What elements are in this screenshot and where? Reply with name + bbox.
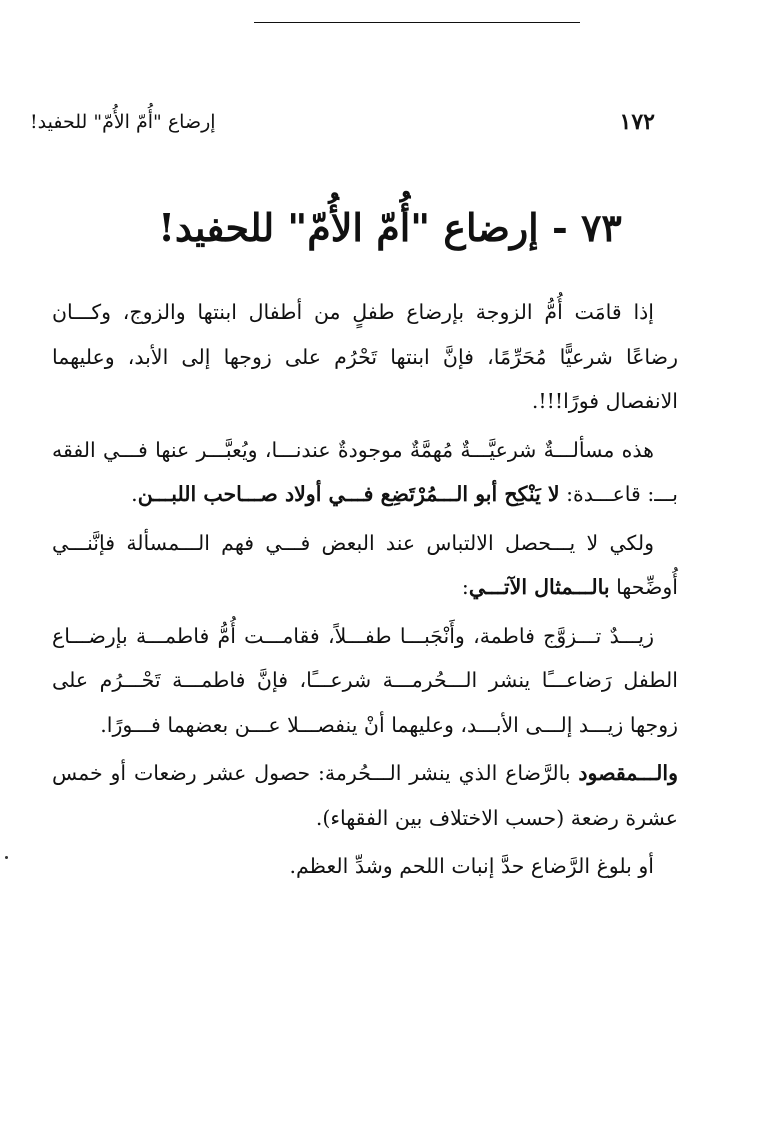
chapter-title: ٧٣ - إرضاع "أُمّ الأُمّ" للحفيد! (158, 205, 622, 250)
paragraph-2-text: هذه مسألـــةٌ شرعيَّـــةٌ مُهمَّةٌ موجودةٌ عندنـــا، ويُعبَّـــر عنها فـــي الفقه بـــ: قاعـــدة: (52, 437, 678, 506)
paragraph-4: زيـــدٌ تـــزوَّج فاطمة، وأَنْجَبـــا طفـــلاً، فقامـــت أُمُّ فاطمـــة بإرضـــاع الطفل رَضاعـــًا ينشر الـــحُرمـــة شرعـــًا، فإنَّ فاطمـــة تَحْـــرُم على زوجها زيـــد إلـــى الأبـــد، وعليهما أنْ ينفصـــلا عـــن بعضهما فـــورًا. (52, 623, 678, 737)
paragraph-3-end: : (461, 575, 469, 599)
paragraph-2 (52, 428, 678, 517)
paragraph-5-text: بالرَّضاع الذي ينشر الـــحُرمة: حصول عشر رضعات أو خمس عشرة رضعة (حسب الاختلاف بين الفقهاء). (52, 761, 678, 830)
running-header (30, 106, 655, 138)
page-number: ١٧٢ (619, 109, 655, 135)
header-rule (254, 22, 580, 23)
meaning-term: والـــمقصود (578, 761, 678, 785)
paragraph-6: أو بلوغ الرَّضاع حدَّ إنبات اللحم وشدِّ العظم. (289, 854, 654, 878)
paragraph-5 (52, 751, 678, 840)
paragraph-3-text: ولكي لا يـــحصل الالتباس عند البعض فـــي فهم الـــمسألة فإنَّنـــي أُوضِّحها (52, 530, 678, 599)
jurisprudence-rule: لا يَنْكِح أبو الـــمُرْتَضِع فـــي أولاد صـــاحب اللبـــن (137, 482, 560, 506)
margin-dot (5, 856, 8, 859)
paragraph-1: إذا قامَت أُمُّ الزوجة بإرضاع طفلٍ من أطفال ابنتها والزوج، وكـــان رضاعًا شرعيًّا مُحَرِّمًا، فإنَّ ابنتها تَحْرُم على زوجها إلى الأبد، وعليهما الانفصال فورًا!!!. (52, 300, 678, 413)
running-title: إرضاع "أُمّ الأُمّ" للحفيد! (30, 111, 216, 133)
paragraph-3 (52, 521, 678, 610)
paragraph-2-end: . (131, 482, 138, 506)
example-heading: بالـــمثال الآتـــي (468, 575, 610, 599)
body-text (52, 290, 678, 893)
